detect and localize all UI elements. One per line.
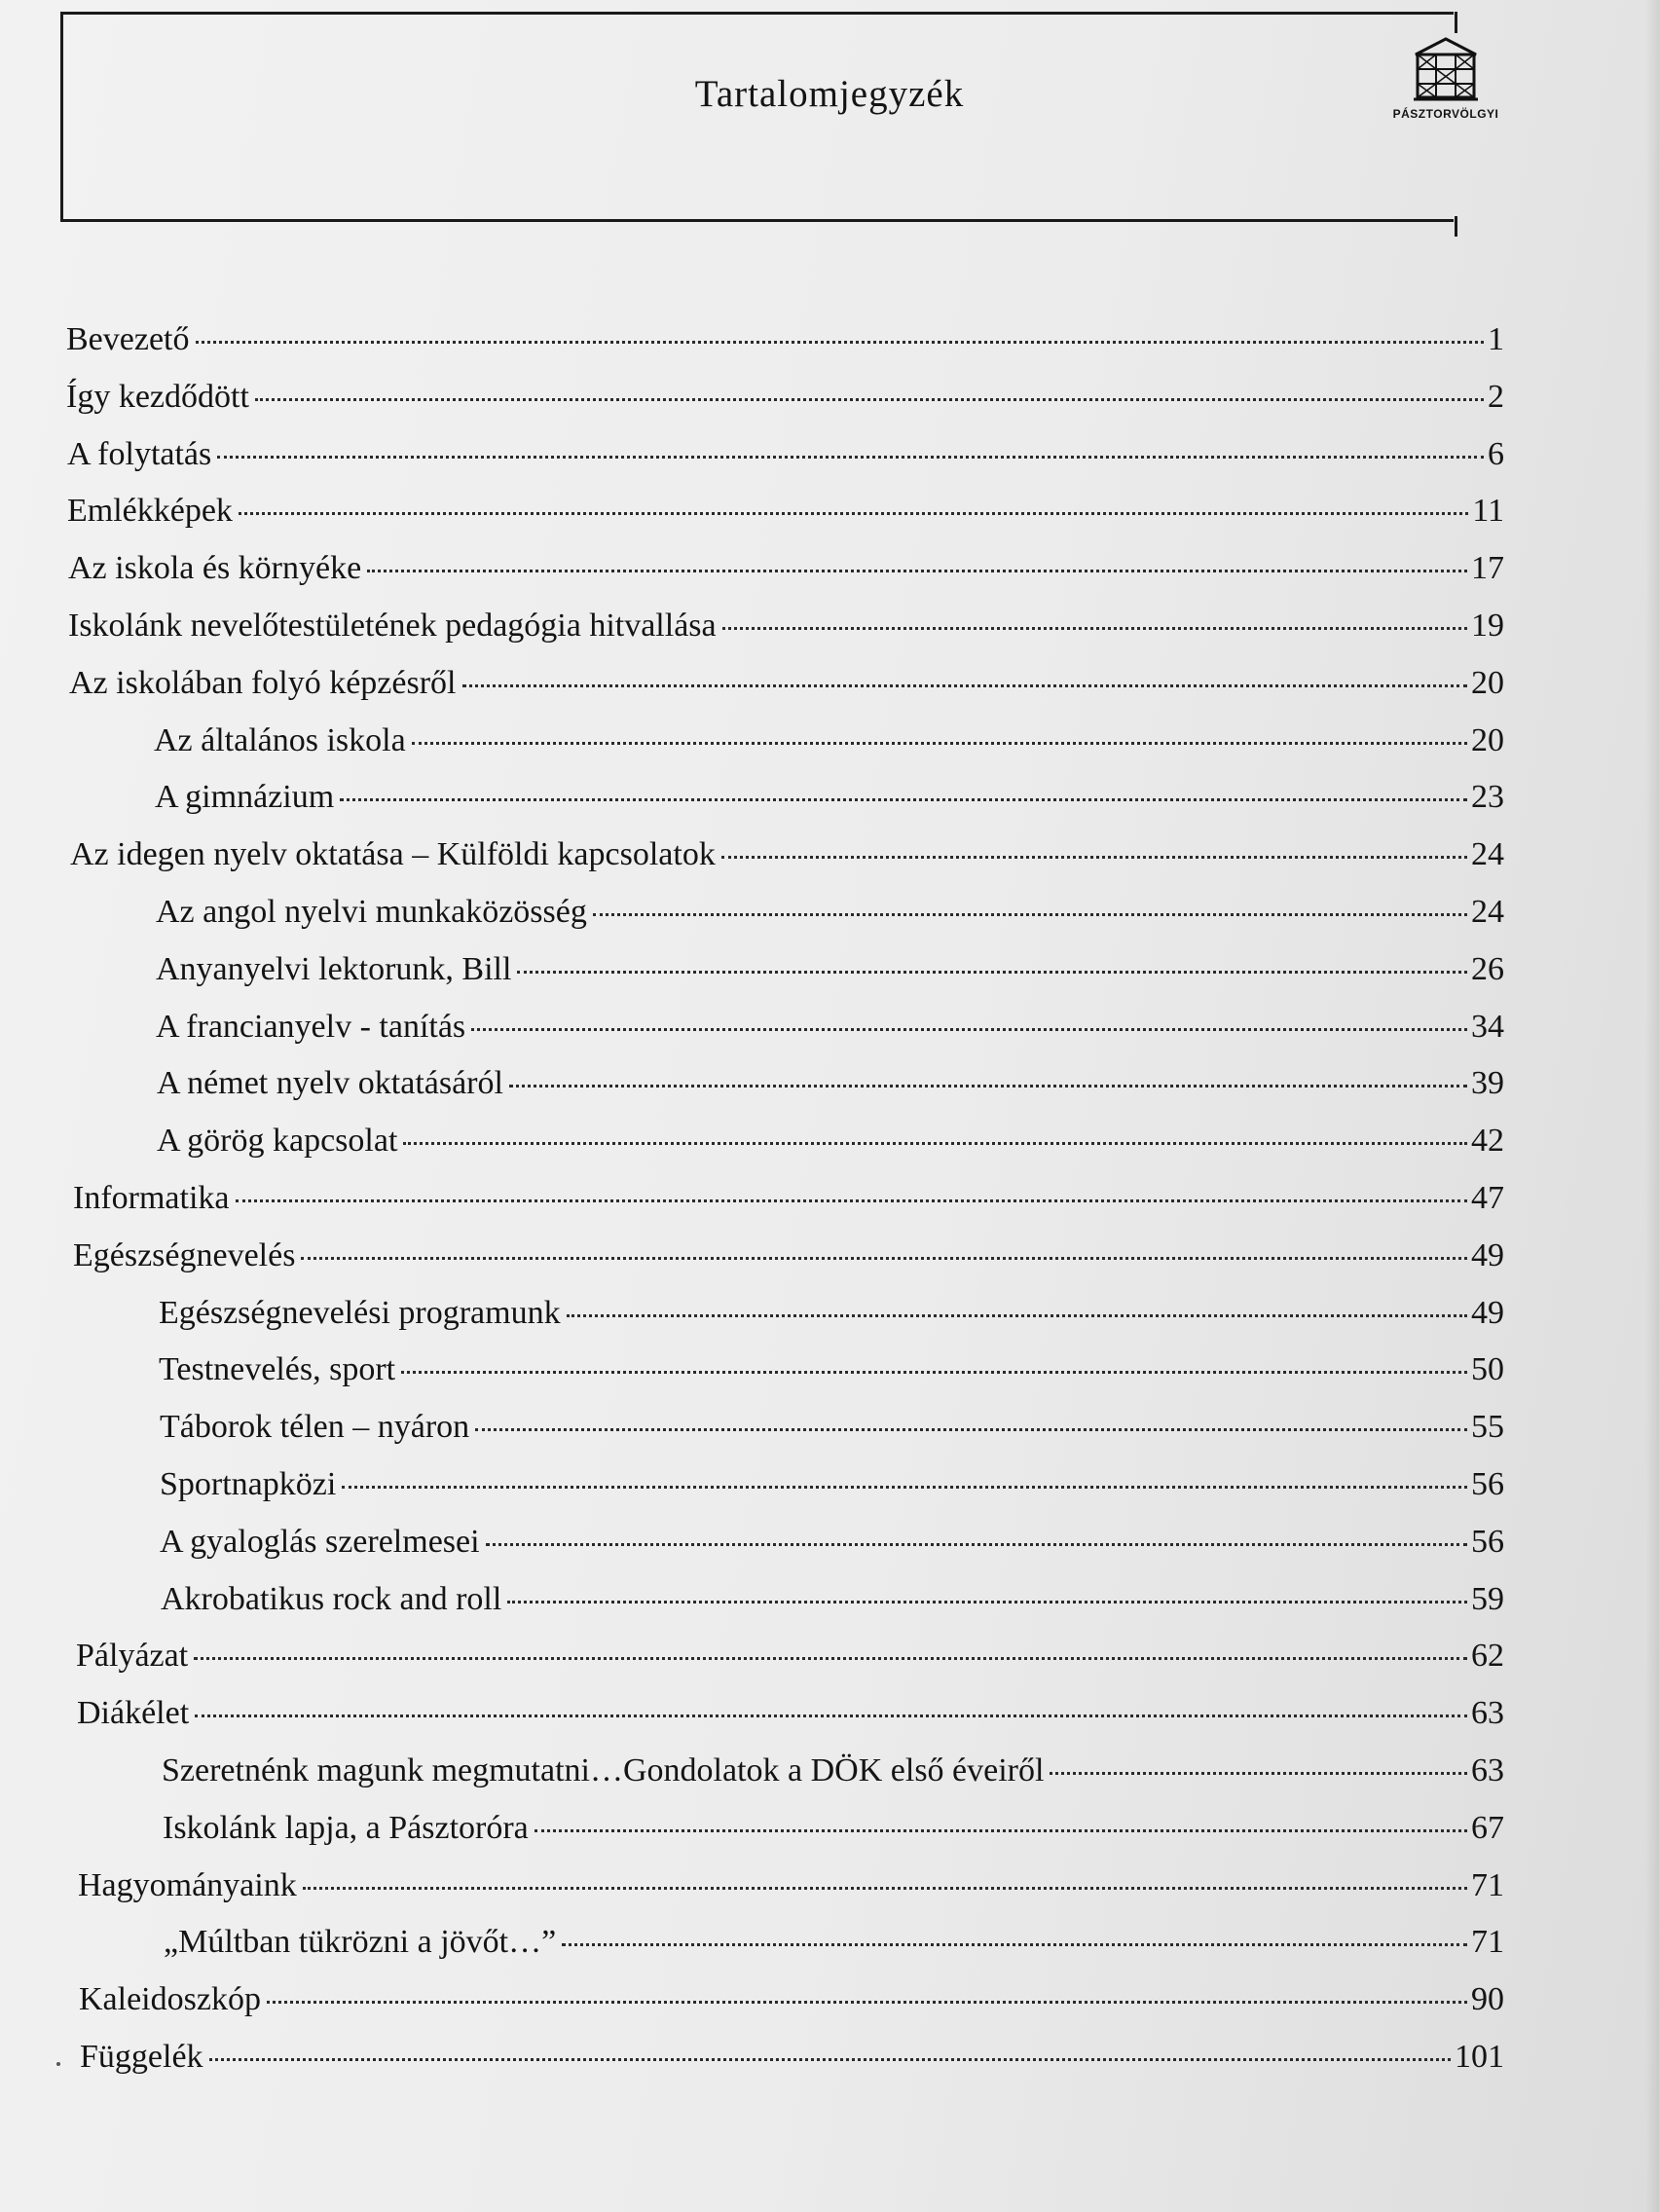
toc-entry (156, 951, 1504, 1000)
toc-entry-page: 50 (1471, 1351, 1504, 1387)
toc-entry-page: 42 (1471, 1123, 1504, 1159)
toc-entry-title: Akrobatikus rock and roll (161, 1581, 502, 1617)
dot-leader (509, 1085, 1467, 1088)
toc-entry (70, 836, 1504, 885)
toc-entry-page: 17 (1471, 550, 1504, 586)
toc-entry (66, 379, 1504, 427)
page-edge-shadow (1645, 0, 1659, 2212)
header-frame (60, 12, 1454, 222)
dot-leader (721, 856, 1467, 859)
page-title: Tartalomjegyzék (694, 73, 965, 115)
frame-tick (1455, 216, 1457, 237)
toc-entry-page: 55 (1471, 1409, 1504, 1445)
toc-entry-page: 49 (1471, 1237, 1504, 1273)
dot-leader (236, 1199, 1468, 1202)
toc-entry (157, 1065, 1504, 1114)
toc-entry (160, 1524, 1504, 1572)
dot-leader (194, 1657, 1467, 1660)
toc-entry (159, 1351, 1504, 1400)
toc-entry-title: Táborok télen – nyáron (160, 1409, 470, 1445)
dot-leader (562, 1943, 1467, 1946)
toc-entry-page: 49 (1471, 1295, 1504, 1331)
toc-entry-title: Az iskola és környéke (68, 550, 362, 586)
toc-entry (164, 1924, 1504, 1972)
toc-entry (67, 436, 1504, 485)
toc-entry-title: A német nyelv oktatásáról (157, 1065, 503, 1101)
toc-entry-title: Az idegen nyelv oktatása – Külföldi kapcsolatok (70, 836, 716, 872)
toc-entry-title: Kaleidoszkóp (79, 1981, 261, 2017)
toc-entry-page: 39 (1471, 1065, 1504, 1101)
toc-entry-page: 11 (1472, 493, 1504, 529)
toc-entry-page: 63 (1471, 1695, 1504, 1731)
toc-entry (67, 493, 1504, 541)
toc-entry-title: Egészségnevelés (73, 1237, 296, 1273)
toc-entry-page: 2 (1488, 379, 1504, 415)
toc-entry (76, 1638, 1504, 1686)
toc-entry-page: 34 (1471, 1009, 1504, 1045)
toc-entry (155, 779, 1504, 828)
dot-leader (255, 398, 1484, 401)
toc-entry-page: 20 (1471, 665, 1504, 701)
toc-entry-title: Testnevelés, sport (159, 1351, 396, 1387)
toc-entry-page: 24 (1471, 894, 1504, 930)
toc-entry (161, 1581, 1504, 1630)
toc-entry (69, 665, 1504, 714)
toc-entry-page: 56 (1471, 1466, 1504, 1502)
toc-entry-title: Sportnapközi (160, 1466, 337, 1502)
toc-entry-page: 71 (1471, 1924, 1504, 1960)
toc-entry (68, 608, 1504, 656)
toc-entry (80, 2039, 1504, 2087)
toc-entry-title: A gimnázium (155, 779, 335, 815)
toc-entry-page: 67 (1471, 1810, 1504, 1846)
dot-leader (593, 913, 1467, 916)
dot-leader (567, 1314, 1467, 1317)
toc-entry-page: 56 (1471, 1524, 1504, 1560)
toc-entry-title: Bevezető (66, 321, 190, 357)
toc-entry-title: Informatika (73, 1180, 230, 1216)
toc-entry-page: 62 (1471, 1638, 1504, 1674)
toc-entry-page: 23 (1471, 779, 1504, 815)
toc-entry (159, 1295, 1504, 1344)
dot-leader (340, 798, 1467, 801)
toc-entry-page: 71 (1471, 1867, 1504, 1903)
toc-entry (162, 1752, 1504, 1801)
toc-entry-title: Diákélet (77, 1695, 190, 1731)
toc-entry (66, 321, 1504, 370)
toc-entry-title: Iskolánk nevelőtestületének pedagógia hitvallása (68, 608, 717, 644)
toc-entry-title: Az iskolában folyó képzésről (69, 665, 457, 701)
toc-entry (79, 1981, 1504, 2030)
dot-leader (517, 971, 1467, 974)
dot-leader (475, 1428, 1467, 1431)
dot-leader (239, 512, 1468, 515)
dot-leader (195, 1714, 1467, 1717)
toc-entry (73, 1237, 1504, 1286)
toc-entry-title: Emlékképek (67, 493, 233, 529)
dot-leader (267, 2001, 1467, 2004)
toc-entry-title: Függelék (80, 2039, 203, 2075)
dot-leader (486, 1543, 1467, 1546)
toc-entry-page: 24 (1471, 836, 1504, 872)
toc-entry-title: Szeretnénk magunk megmutatni…Gondolatok a DÖK első éveiről (162, 1752, 1045, 1788)
toc-entry (160, 1466, 1504, 1515)
toc-entry-page: 19 (1471, 608, 1504, 644)
toc-entry (73, 1180, 1504, 1229)
school-building-icon (1410, 37, 1482, 105)
school-logo (1392, 37, 1499, 121)
toc-entry (77, 1695, 1504, 1744)
dot-leader (401, 1371, 1467, 1374)
toc-entry-page: 26 (1471, 951, 1504, 987)
dot-leader (535, 1829, 1467, 1832)
logo-text: PÁSZTORVÖLGYI (1392, 107, 1499, 121)
dot-leader (1050, 1772, 1467, 1775)
toc-entry-title: Iskolánk lapja, a Pásztoróra (163, 1810, 529, 1846)
dot-leader (217, 456, 1484, 459)
toc-entry-title: A gyaloglás szerelmesei (160, 1524, 480, 1560)
toc-entry-page: 63 (1471, 1752, 1504, 1788)
toc-entry-page: 1 (1488, 321, 1504, 357)
toc-entry (154, 722, 1504, 771)
frame-tick (1455, 12, 1457, 33)
toc-entry-title: A francianyelv - tanítás (156, 1009, 466, 1045)
toc-entry-title: A folytatás (67, 436, 212, 472)
toc-entry-title: Így kezdődött (66, 379, 249, 415)
dot-leader (367, 570, 1467, 572)
dot-leader (507, 1601, 1467, 1604)
toc-entry-page: 90 (1471, 1981, 1504, 2017)
toc-entry (156, 894, 1504, 942)
toc-entry-page: 20 (1471, 722, 1504, 758)
toc-entry (68, 550, 1504, 599)
toc-entry-title: Az angol nyelvi munkaközösség (156, 894, 587, 930)
toc-entry-title: Anyanyelvi lektorunk, Bill (156, 951, 512, 987)
dot-leader (471, 1028, 1467, 1031)
dot-leader (196, 341, 1485, 344)
toc-entry (156, 1009, 1504, 1057)
toc-entry (157, 1123, 1504, 1171)
toc-entry-title: Pályázat (76, 1638, 189, 1674)
toc-entry-page: 59 (1471, 1581, 1504, 1617)
toc-entry-title: Hagyományaink (78, 1867, 297, 1903)
toc-entry (163, 1810, 1504, 1859)
dot-leader (303, 1887, 1467, 1890)
toc-entry-page: 6 (1488, 436, 1504, 472)
stray-mark (56, 2062, 60, 2066)
toc-entry (160, 1409, 1504, 1457)
dot-leader (209, 2058, 1451, 2061)
dot-leader (342, 1486, 1467, 1489)
dot-leader (412, 742, 1467, 745)
dot-leader (722, 627, 1467, 630)
dot-leader (403, 1142, 1467, 1145)
toc-entry-page: 101 (1455, 2039, 1504, 2075)
dot-leader (462, 684, 1468, 687)
toc-entry-title: Egészségnevelési programunk (159, 1295, 561, 1331)
toc-entry-title: A görög kapcsolat (157, 1123, 398, 1159)
toc-entry-title: Az általános iskola (154, 722, 406, 758)
toc-entry-page: 47 (1471, 1180, 1504, 1216)
toc-entry-title: „Múltban tükrözni a jövőt…” (164, 1924, 557, 1960)
toc-entry (78, 1867, 1504, 1916)
dot-leader (301, 1257, 1467, 1260)
